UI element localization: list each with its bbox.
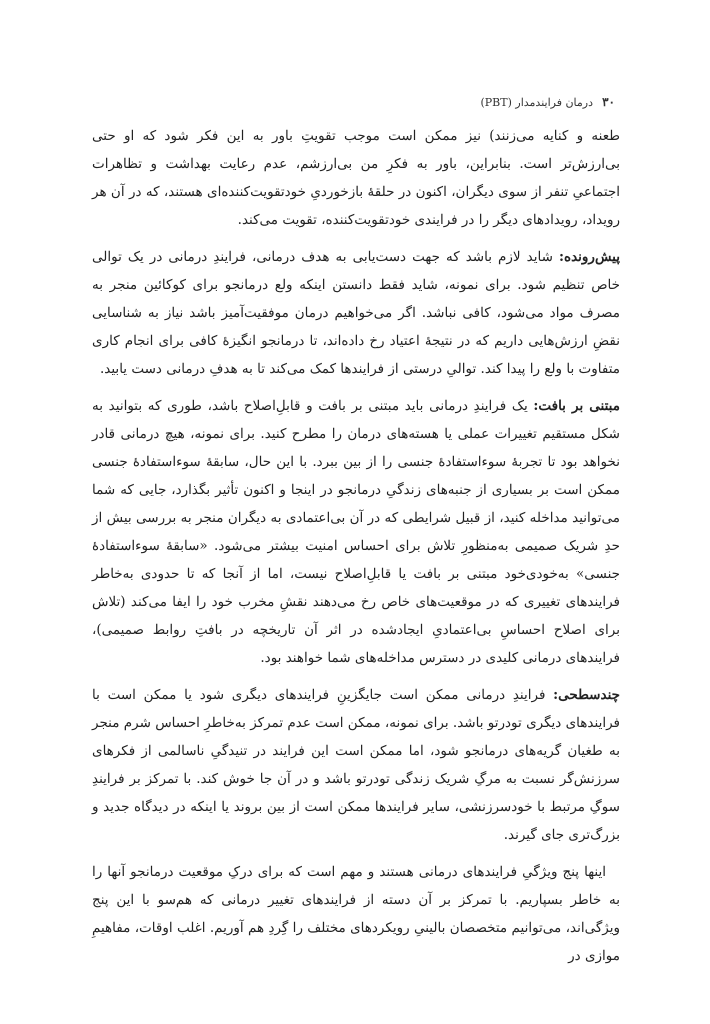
paragraph-text: شاید لازم باشد که جهت دست‌یابی به هدف درمانی، فرایندِ درمانی در یک توالی خاص تنظیم شود. برای نمونه، شاید فقط دانستن اینکه ولع درمانجو برای کوکائین منجر به مصرف مواد می‌شود، کافی نباشد. اگر می‌خواهیم درمان موفقیت‌آمیز باشد نیاز به شناسایی نقضِ ارزش‌هایی داریم که در نتیجهٔ اعتیاد رخ داده‌اند، تا درمانجو انگیزهٔ کافی برای انجام کاری متفاوت با ولع را پیدا کند. توالیِ درستی از فرایندها کمک می‌کند تا به هدفِ درمانی دست یابید. xyxy=(92,249,620,377)
paragraph-label: پیش‌رونده: xyxy=(559,249,620,265)
paragraph-text: یک فرایندِ درمانی باید مبتنی بر بافت و قابلِ‌اصلاح باشد، طوری که بتوانید به شکل مستقیم تغییرات عملی یا هسته‌های درمان را مطرح کنید. برای نمونه، هیچ درمانی قادر نخواهد بود تا تجربهٔ سوءاستفادهٔ جنسی را از بین ببرد. با این حال، سابقهٔ سوءاستفادهٔ جنسی ممکن است بر بسیاری از جنبه‌های زندگیِ درمانجو در اینجا و اکنون تأثیر بگذارد، جایی که شما می‌توانید مداخله کنید، از قبیل شرایطی که در آن بی‌اعتمادی به دیگران منجر به بررسی بیش از حدِ شریک صمیمی به‌منظورِ تلاش برای احساس امنیت بیشتر می‌شود. «سابقهٔ سوءاستفادهٔ جنسی» به‌خودی‌خود مبتنی بر بافت یا قابلِ‌اصلاح نیست، اما از آنجا که تا حدودی به‌خاطر فرایندهای تغییری که در موقعیت‌های خاص رخ می‌دهند نقشِ مخرب خود را ایفا می‌کند (تلاش برای اصلاح احساسِ بی‌اعتمادیِ ایجادشده در اثر آن تاریخچه در بافتِ روابط صمیمی)، فرایندهای درمانی کلیدی در دسترس مداخله‌های شما خواهند بود. xyxy=(92,398,620,666)
paragraph-text: اینها پنج ویژگیِ فرایندهای درمانی هستند و مهم است که برای درکِ موقعیت درمانجو آنها را به خاطر بسپاریم. با تمرکز بر آن دسته از فرایندهای تغییر درمانی که هم‌سو با این پنج ویژگی‌اند، می‌توانیم متخصصان بالینیِ رویکردهای مختلف را گِردِ هم آوریم. اغلب اوقات، مفاهیمِ موازی در xyxy=(92,864,620,964)
page-number: ۳۰ xyxy=(602,95,615,109)
paragraph-label: چندسطحی: xyxy=(553,687,620,703)
paragraph-multilevel xyxy=(92,681,620,849)
paragraph-text: فرایندِ درمانی ممکن است جایگزینِ فرایندهای دیگری شود یا ممکن است با فرایندهای دیگری تودرتو باشد. برای نمونه، ممکن است عدم تمرکز به‌خاطرِ احساس شرم منجر به طغیان گریه‌های درمانجو شود، اما ممکن است این فرایند در تنیدگیِ ناسالمی از فکرهای سرزنش‌گر نسبت به مرگِ شریک زندگی تودرتو باشد و در آن جا خوش کند. با تمرکز بر فرایندِ سوگِ مرتبط با خودسرزنشی، سایر فرایندها ممکن است از بین بروند یا اینکه در دیدگاه جدید و بزرگ‌تری جای گیرند. xyxy=(92,687,620,843)
running-header xyxy=(95,95,615,113)
paragraph-text: طعنه و کنایه می‌زنند) نیز ممکن است موجب تقویتِ باور به این فکر شود که او حتی بی‌ارزش‌تر است. بنابراین، باور به فکرِ من بی‌ارزشم، عدم رعایت بهداشت و تظاهرات اجتماعیِ تنفر از سوی دیگران، اکنون در حلقهٔ بازخوردیِ خودتقویت‌کننده‌ای هستند، که در آن هر رویداد، رویدادهای دیگر را در فرایندی خودتقویت‌کننده، تقویت می‌کند. xyxy=(92,128,620,228)
paragraph-label: مبتنی بر بافت: xyxy=(533,398,620,414)
paragraph-context-based xyxy=(92,392,620,672)
page-body xyxy=(92,122,620,979)
running-title: درمان فرایندمدار (PBT) xyxy=(480,96,593,109)
paragraph-continued xyxy=(92,122,620,234)
paragraph-summary xyxy=(92,858,620,970)
paragraph-progressive xyxy=(92,243,620,383)
